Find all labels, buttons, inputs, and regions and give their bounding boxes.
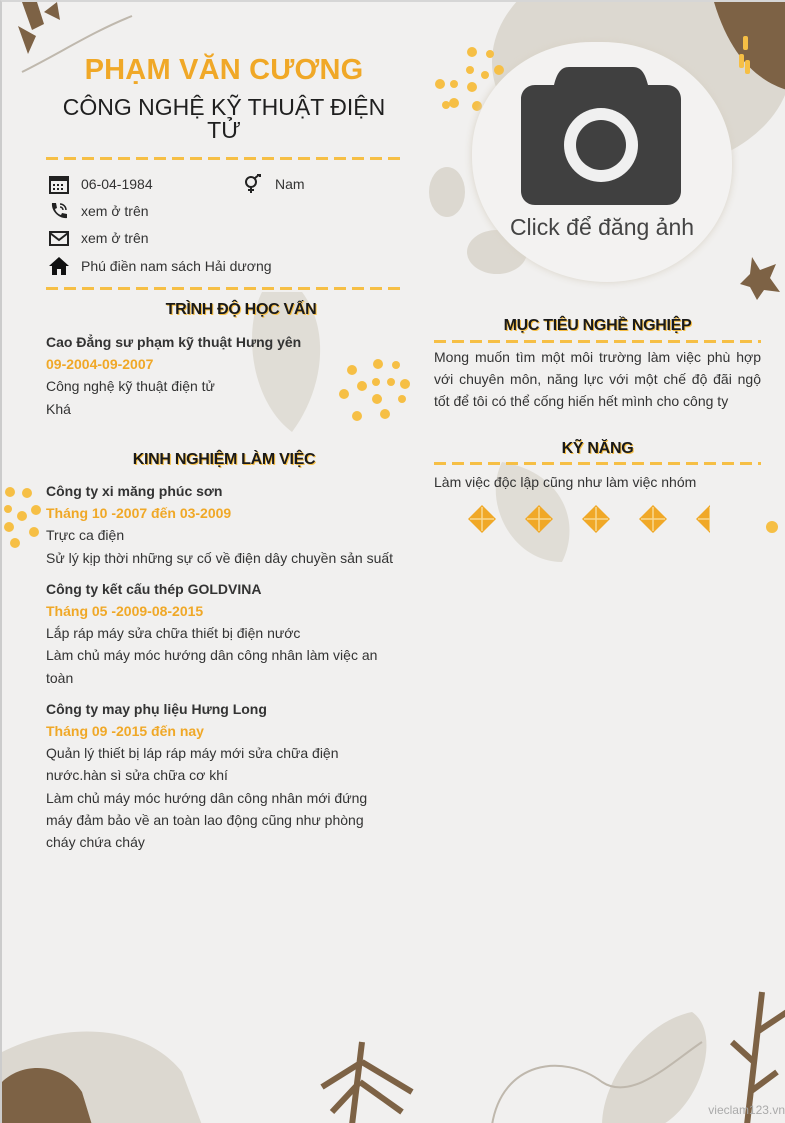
experience-item xyxy=(46,698,396,853)
experience-period: Tháng 05 -2009-08-2015 xyxy=(46,603,204,620)
rating-diamond xyxy=(639,505,667,533)
rating-diamond xyxy=(696,505,710,533)
birthday: 06-04-1984 xyxy=(81,176,153,192)
company-name: Công ty xi măng phúc sơn xyxy=(46,483,223,499)
school-name: Cao Đẳng sư phạm kỹ thuật Hưng yên xyxy=(46,334,302,350)
gender-row xyxy=(243,173,305,195)
divider xyxy=(434,340,761,343)
experience-line: Quản lý thiết bị láp ráp máy mới sửa chữa điện nước.hàn sì sửa chữa cơ khí xyxy=(46,745,339,784)
company-name: Công ty kết cấu thép GOLDVINA xyxy=(46,580,262,597)
objective-heading: MỤC TIÊU NGHỀ NGHIỆP xyxy=(503,317,692,334)
candidate-name: PHẠM VĂN CƯƠNG xyxy=(84,54,364,86)
gender: Nam xyxy=(275,176,305,192)
education-grade: Khá xyxy=(46,400,71,417)
calendar-icon xyxy=(49,174,69,194)
phone: xem ở trên xyxy=(81,203,149,219)
address: Phú điền nam sách Hải dương xyxy=(81,258,272,274)
birthday-row xyxy=(49,173,153,195)
address-row xyxy=(49,255,272,277)
education-section xyxy=(46,331,416,420)
experience-line: Trực ca điện xyxy=(46,527,125,544)
email-row xyxy=(49,227,149,249)
experience-item xyxy=(46,480,396,569)
experience-section xyxy=(46,480,396,853)
home-icon xyxy=(49,256,69,276)
gender-icon xyxy=(243,174,263,194)
education-heading: TRÌNH ĐỘ HỌC VẤN xyxy=(165,301,317,318)
camera-icon xyxy=(521,67,681,207)
phone-row xyxy=(49,200,149,222)
rating-diamond xyxy=(525,505,553,533)
experience-line: Làm chủ máy móc hướng dân công nhân mới đứng máy đảm bảo về an toàn lao động cũng như phòng cháy chứa cháy xyxy=(46,789,368,851)
photo-upload-label: Click để đăng ảnh xyxy=(509,214,695,240)
rating-diamond xyxy=(582,505,610,533)
divider xyxy=(46,287,402,290)
experience-period: Tháng 09 -2015 đến nay xyxy=(46,723,204,740)
company-name: Công ty may phụ liệu Hưng Long xyxy=(46,700,267,717)
phone-icon xyxy=(49,201,69,221)
skill-name: Làm việc độc lập cũng như làm việc nhóm xyxy=(434,474,697,490)
divider xyxy=(46,157,402,160)
experience-heading: KINH NGHIỆM LÀM VIỆC xyxy=(132,451,316,468)
divider xyxy=(434,462,761,465)
experience-line: Làm chủ máy móc hướng dân công nhân làm việc an toàn xyxy=(46,647,378,686)
experience-period: Tháng 10 -2007 đến 03-2009 xyxy=(46,505,232,522)
objective-text: Mong muốn tìm một môi trường làm việc phù hợp với chuyên môn, năng lực với một chế độ đãi ngộ tốt để tôi có thể cống hiến hết mình cho công ty xyxy=(434,349,761,410)
experience-line: Sử lý kịp thời những sự cố về điện dây chuyền sản suất xyxy=(46,549,394,566)
email: xem ở trên xyxy=(81,230,149,246)
email-icon xyxy=(49,228,69,248)
rating-diamond xyxy=(468,505,496,533)
job-title: CÔNG NGHỆ KỸ THUẬT ĐIỆN TỬ xyxy=(62,94,386,143)
education-major: Công nghệ kỹ thuật điện tử xyxy=(46,378,215,395)
education-period: 09-2004-09-2007 xyxy=(46,356,154,373)
watermark: vieclam123.vn xyxy=(708,1103,785,1117)
experience-item xyxy=(46,578,396,689)
skills-heading: KỸ NĂNG xyxy=(561,440,634,457)
experience-line: Lắp ráp máy sửa chữa thiết bị điện nước xyxy=(46,625,301,642)
